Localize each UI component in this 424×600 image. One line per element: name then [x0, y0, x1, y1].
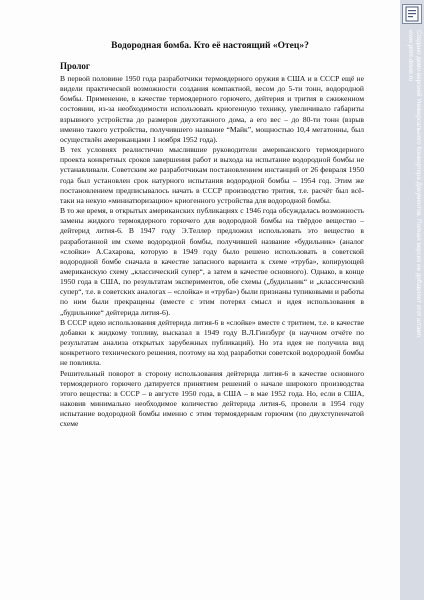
section-heading: Пролог: [60, 61, 91, 71]
paragraph: В СССР идею использования дейтерида лития-6 в «слойке» вместе с тритием, т.е. в качестве добавки к жидкому топливу, высказал в 1949 году В.Л.Гинзбург (в научном отчёте по результатам анализа открытых зарубежных публикаций). Но эта идея не получила вид конкретного технического решения, поэтому на ход разработки советской водородной бомбы не повлияла.: [60, 317, 364, 368]
paragraph: В первой половине 1950 года разработчики термоядерного оружия в США и в СССР ещё не видели практической возможности создания компактной, весом до 5-ти тонн, водородной бомбы. Применение, в качестве термоядерного горючего, дейтерия и трития в сжиженном состоянии, из-за необходимости использовать криогенную технику, увеличивало габариты взрывного устройства до размеров двухэтажного дома, а его вес – до 80-ти тонн (взрыв именно такого устройства, получившего название “Майк”, мощностью 10,4 мегатонны, был осуществлён американцами 1 ноября 1952 года).: [60, 74, 364, 144]
paragraph: Решительный поворот в сторону использования дейтерида лития-6 в качестве основного термоядерного горючего датируется принятием решений о начале широкого производства этого вещества: в СССР – в августе 1950 года, в США – в мае 1952 года. Но, если в США, наковив минимально необходимое количество дейтерида лития-6, провели в 1954 году испытание водородной бомбы именно с этим термоядерным горючим (по двухступенчатой схеме: [60, 368, 364, 429]
document-body: [60, 74, 364, 429]
document-title: Водородная бомба. Кто её настоящий «Отец»?: [111, 41, 309, 51]
paragraph: В тех условиях реалистично мыслившие руководители американского термоядерного проекта конкретных сроков завершения работ и выхода на испытание водородной бомбы не устанавливали. Советским же разработчикам постановлением инстанций от 26 февраля 1950 года был установлен срок натурного испытания водородной бомбы – 1954 год. Этим же постановлением предписывалось начать в СССР производство трития, т.е. расчёт был всё-таки на некую «миниатюризацию» криогенного устройства для водородной бомбы.: [60, 145, 364, 205]
converter-logo-icon: [402, 4, 422, 24]
watermark-url: www.print-driver.ru: [407, 30, 414, 82]
watermark-text: Создано демо-версией Универсального Конвертера Документов. Полная версия не добавляет этот штамп.: [415, 30, 422, 339]
paragraph: В то же время, в открытых американских публикациях с 1946 года обсуждалась возможность замены жидкого термоядерного горючего для водородной бомбы на твёрдое вещество – дейтерид лития-6. В 1947 году Э.Теллер предложил использовать это вещество в разработанной им схеме водородной бомбы, получившей название «будильник» (аналог «слойки» А.Сахарова, которую в 1949 году было решено использовать в советской водородной бомбе сначала в качестве запасного варианта к схеме «труба», копирующей американскую схему „классический супер“, а затем в качестве основного). Однако, в конце 1950 года в США, по результатам экспериментов, обе схемы („будильник“ и „классический супер“, т.е. в советских аналогах – «слойка» и «труба») были признаны тупиковыми и работы по ним были прекращены (вместе с этим потерял смысл и идея использования в „будильнике“ дейтерида лития-6).: [60, 206, 364, 317]
watermark: [400, 30, 424, 595]
